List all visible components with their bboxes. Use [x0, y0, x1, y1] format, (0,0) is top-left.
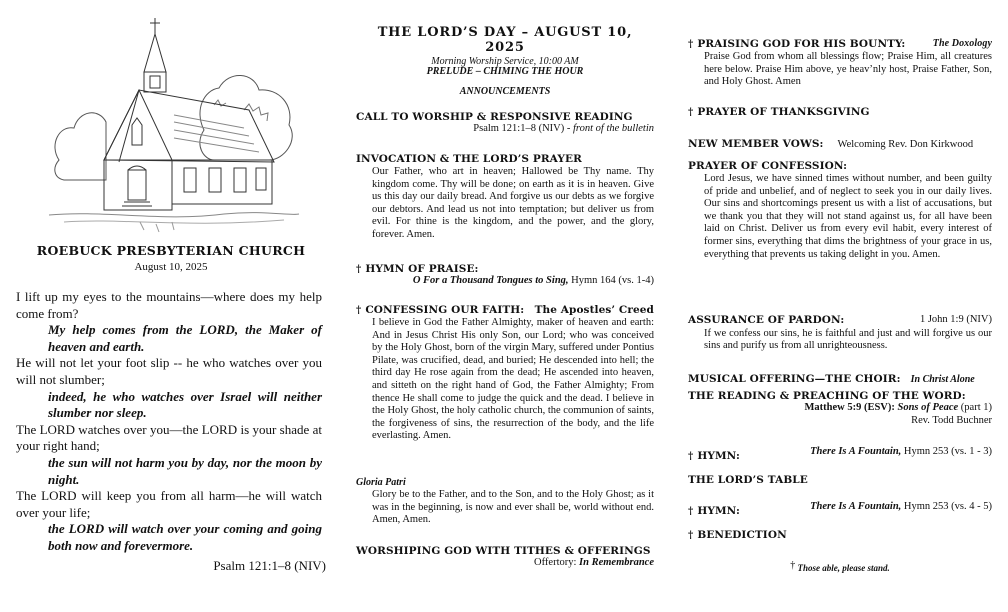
- benediction: BENEDICTION: [697, 529, 787, 541]
- stand-dagger: †: [688, 506, 694, 517]
- new-member-vows-heading: NEW MEMBER VOWS:: [688, 138, 824, 150]
- psalm-line: I lift up my eyes to the mountains—where does my help come from?: [16, 289, 322, 321]
- church-illustration: [44, 10, 304, 238]
- psalm-line: the LORD will watch over your coming and going both now and forevermore.: [48, 521, 322, 553]
- stand-dagger: †: [356, 305, 362, 316]
- hymn-of-praise-title: O For a Thousand Tongues to Sing,: [412, 275, 569, 286]
- assurance-of-pardon: If we confess our sins, he is faithful and just and will forgive us our sins and purify us from all unrighteousness.: [704, 327, 992, 352]
- doxology: Praise God from whom all blessings flow; Praise Him, all creatures here below. Praise Him above, ye heav’nly host, Praise Father, Son, and Holy Ghost. Amen: [704, 51, 992, 88]
- praising-heading: PRAISING GOD FOR HIS BOUNTY:: [697, 38, 906, 50]
- psalm-line: indeed, he who watches over Israel will neither slumber nor sleep.: [48, 388, 322, 421]
- stand-dagger: †: [688, 107, 694, 118]
- prayer-of-confession: Lord Jesus, we have sinned times without number, and been guilty of pride and unbelief, and of neglect to seek you in our daily lives. Our sins and shortcomings present us with a list of accusations, but we thank you that they will not stand against us, for all have been laid on Christ. Deliver us from every evil habit, every interest of former sins, everything that dims the brightness of your grace in us, everything that prevents us taking delight in you. Amen.: [704, 173, 992, 260]
- announcements: ANNOUNCEMENTS: [459, 86, 551, 97]
- stand-dagger: †: [688, 530, 694, 541]
- prelude: PRELUDE – CHIMING THE HOUR: [426, 66, 584, 77]
- stand-dagger: †: [688, 39, 694, 50]
- stand-note: Those able, please stand.: [797, 563, 890, 573]
- call-to-worship-ref: Psalm 121:1–8 (NIV) -: [473, 123, 574, 134]
- musical-offering-title: In Christ Alone: [910, 374, 975, 385]
- preacher: Rev. Todd Buchner: [911, 414, 992, 426]
- prayer-of-thanksgiving: PRAYER OF THANKSGIVING: [697, 106, 870, 118]
- call-to-worship-note: front of the bulletin: [573, 123, 654, 134]
- hymn-label: HYMN:: [697, 450, 740, 462]
- lords-prayer: Our Father, who art in heaven; Hallowed be Thy name. Thy kingdom come. Thy will be done; on earth as it is in heaven. Give us this day our daily bread. And forgive us our debts as we forgive our debtors. And lead us not into temptation; but deliver us from evil. For thine is the kingdom, and the power, and the glory, forever. Amen.: [372, 166, 654, 240]
- hymn1-title: There Is A Fountain,: [810, 446, 902, 457]
- doxology-label: The Doxology: [932, 38, 992, 49]
- invocation-heading: INVOCATION & THE LORD’S PRAYER: [356, 153, 582, 165]
- reading-heading: THE READING & PREACHING OF THE WORD:: [688, 390, 966, 402]
- stand-dagger: †: [356, 264, 362, 275]
- bulletin-date: August 10, 2025: [134, 261, 208, 273]
- apostles-creed-label: The Apostles’ Creed: [534, 304, 654, 316]
- psalm-reference: Psalm 121:1–8 (NIV): [213, 558, 326, 573]
- musical-offering-heading: MUSICAL OFFERING—THE CHOIR:: [688, 373, 901, 385]
- service-time: Morning Worship Service, 10:00 AM: [431, 56, 579, 67]
- apostles-creed: I believe in God the Father Almighty, maker of heaven and earth: And in Jesus Christ His only Son, our Lord; who was conceived by the Holy Ghost, born of the virgin Mary, suffered under Pontius Pilate, was crucified, dead, and buried; He descended into hell; the third day He rose again from the dead; He ascended into heaven, and sitteth on the right hand of God, the Father Almighty; From thence He shall come to judge the quick and the dead. I believe in the Holy Ghost, the holy catholic church, the communion of saints, the forgiveness of sins, the resurrection of the body, and the life everlasting. Amen.: [372, 317, 654, 442]
- reading-ref: Matthew 5:9 (ESV):: [804, 402, 898, 413]
- gloria-patri: Glory be to the Father, and to the Son, and to the Holy Ghost; as it was in the beginning, is now and ever shall be, world without end. Amen, Amen.: [372, 489, 654, 526]
- assurance-ref: 1 John 1:9 (NIV): [919, 314, 992, 325]
- psalm-line: The LORD will keep you from all harm—he will watch over your life;: [16, 488, 322, 520]
- psalm-line: the sun will not harm you by day, nor the moon by night.: [48, 454, 322, 487]
- psalm-line: He will not let your foot slip -- he who watches over you will not slumber;: [16, 355, 322, 387]
- hymn2-number: Hymn 253 (vs. 4 - 5): [901, 501, 992, 512]
- hymn1-number: Hymn 253 (vs. 1 - 3): [901, 446, 992, 457]
- church-name: ROEBUCK PRESBYTERIAN CHURCH: [36, 243, 306, 258]
- service-title: THE LORD’S DAY – AUGUST 10, 2025: [377, 25, 633, 55]
- gloria-patri-heading: Gloria Patri: [356, 477, 406, 488]
- assurance-heading: ASSURANCE OF PARDON:: [688, 314, 845, 326]
- sermon-title: Sons of Peace: [897, 402, 959, 413]
- psalm-line: My help comes from the LORD, the Maker of heaven and earth.: [48, 322, 322, 354]
- tithes-heading: WORSHIPING GOD WITH TITHES & OFFERINGS: [356, 545, 651, 557]
- sermon-part: (part 1): [958, 402, 992, 413]
- lords-table: THE LORD’S TABLE: [688, 474, 808, 486]
- responsive-reading: [16, 289, 322, 555]
- offertory-title: In Remembrance: [579, 557, 654, 568]
- confessing-heading: CONFESSING OUR FAITH:: [365, 304, 525, 316]
- hymn-of-praise-number: Hymn 164 (vs. 1-4): [568, 275, 654, 286]
- hymn-label: HYMN:: [697, 505, 740, 517]
- new-member-vows-text: Welcoming Rev. Don Kirkwood: [837, 139, 974, 150]
- stand-dagger: †: [790, 560, 796, 571]
- prayer-of-confession-heading: PRAYER OF CONFESSION:: [688, 160, 848, 172]
- psalm-line: The LORD watches over you—the LORD is your shade at your right hand;: [16, 421, 322, 454]
- hymn-of-praise-heading: HYMN OF PRAISE:: [365, 263, 479, 275]
- hymn2-title: There Is A Fountain,: [810, 501, 902, 512]
- stand-dagger: †: [688, 451, 694, 462]
- call-to-worship-heading: CALL TO WORSHIP & RESPONSIVE READING: [356, 111, 633, 123]
- offertory-label: Offertory:: [534, 557, 580, 568]
